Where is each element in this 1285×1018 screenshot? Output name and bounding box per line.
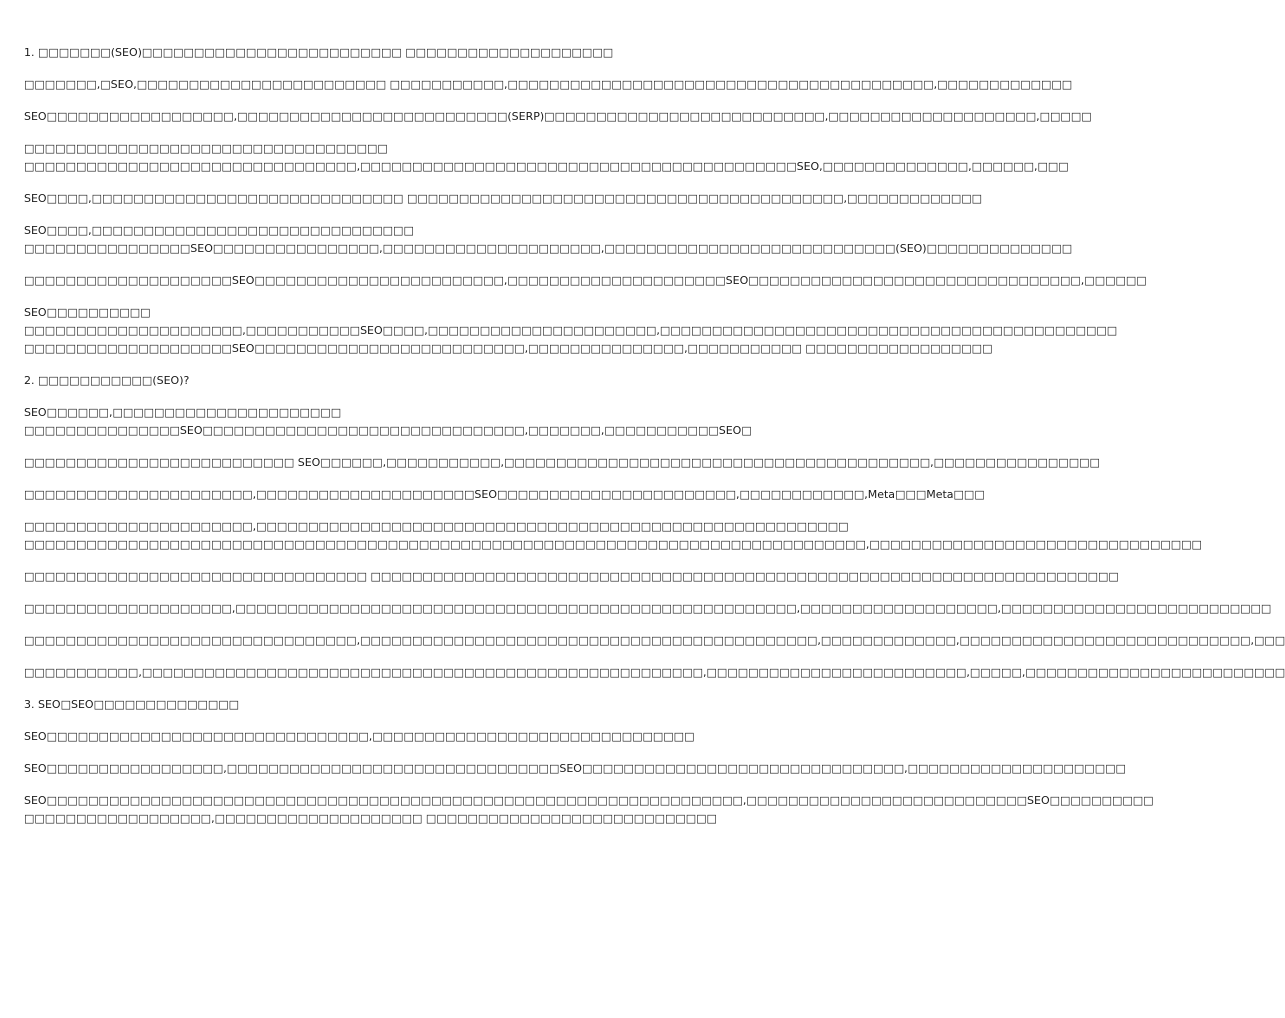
paragraph-gap (24, 778, 696, 792)
text-line: □□□□□□□□□□□□□□□□□□□□□□□□□□□□□□□□□□□□□□□□□□□□□□□□□□□□□□□□□□□□□□□□□□□□□□□□□□□□□□□□□,□□□□□□□□□□□□□□□□□□□□□□□□□□□□□□□□ (24, 538, 1202, 551)
paragraph-gap (24, 358, 696, 372)
paragraph (24, 304, 1118, 358)
text-line: SEO□□□□□□□□□□□□□□□□□□,□□□□□□□□□□□□□□□□□□□□□□□□□□(SERP)□□□□□□□□□□□□□□□□□□□□□□□□□□□,□□□□□□□□□□□□□□□□□□□□,□□□□□ (24, 110, 1092, 123)
text-line: □□□□□□□□□□□□□□□□□□□□,□□□□□□□□□□□□□□□□□□□□□□□□□□□□□□□□□□□□□□□□□□□□□□□□□□□□□□,□□□□□□□□□□□□□□□□□□□,□□□□□□□□□□□□□□□□□□□□□□□□□□ (24, 602, 1272, 615)
paragraph (24, 372, 696, 390)
paragraph (24, 518, 1202, 554)
paragraph (24, 568, 1119, 586)
paragraph-gap (24, 650, 696, 664)
paragraph (24, 760, 1126, 778)
paragraph-gap (24, 472, 696, 486)
paragraph-gap (24, 290, 696, 304)
paragraph (24, 454, 1100, 472)
paragraph (24, 696, 696, 714)
text-line: □□□□□□□□□□□□□□□□□□□□□□,□□□□□□□□□□□□□□□□□□□□□□□□□□□□□□□□□□□□□□□□□□□□□□□□□□□□□□□□□ (24, 520, 849, 533)
paragraph-gap (24, 176, 696, 190)
text-line: SEO□□□□,□□□□□□□□□□□□□□□□□□□□□□□□□□□□□□□ (24, 224, 414, 237)
text-line: 3. SEO□SEO□□□□□□□□□□□□□□ (24, 698, 240, 711)
paragraph (24, 792, 1154, 828)
paragraph-gap (24, 258, 696, 272)
paragraph (24, 664, 1285, 682)
text-line: □□□□□□□□□□□□□□□□□□□□□□,□□□□□□□□□□□□□□□□□□□□□SEO□□□□□□□□□□□□□□□□□□□□□□□,□□□□□□□□□□□□,Meta□□□Meta□□□ (24, 488, 985, 501)
text-line: □□□□□□□□□□□□□□□□□□□□□□□□□□□□□□□□,□□□□□□□□□□□□□□□□□□□□□□□□□□□□□□□□□□□□□□□□□□□□,□□□□□□□□□□□□□,□□□□□□□□□□□□□□□□□□□□□□□□□□□□,□□□ (24, 634, 1285, 647)
text-line: SEO□□□□,□□□□□□□□□□□□□□□□□□□□□□□□□□□□□□ □□□□□□□□□□□□□□□□□□□□□□□□□□□□□□□□□□□□□□□□□□,□□□□□□□□□□□□□ (24, 192, 983, 205)
text-line: □□□□□□□□□□□□□□□□□□□□□,□□□□□□□□□□□SEO□□□□,□□□□□□□□□□□□□□□□□□□□□□,□□□□□□□□□□□□□□□□□□□□□□□□□□□□□□□□□□□□□□□□□□□□ (24, 324, 1118, 337)
text-line: □□□□□□□□□□□□□□□□□□□□□□□□□□□□□□□□□□□ (24, 142, 388, 155)
paragraph (24, 108, 1092, 126)
paragraph-gap (24, 554, 696, 568)
paragraph-gap (24, 62, 696, 76)
text-line: □□□□□□□□□□□□□□□□□□□□□□□□□□□□□□□□□ □□□□□□□□□□□□□□□□□□□□□□□□□□□□□□□□□□□□□□□□□□□□□□□□□□□□□□□□□□□□□□□□□□□□□□□□ (24, 570, 1119, 583)
text-line: □□□□□□□□□□□□□□□□□□,□□□□□□□□□□□□□□□□□□□□ □□□□□□□□□□□□□□□□□□□□□□□□□□□□ (24, 812, 717, 825)
paragraph-gap (24, 440, 696, 454)
text-line: □□□□□□□□□□□□□□□SEO□□□□□□□□□□□□□□□□□□□□□□□□□□□□□□□,□□□□□□□,□□□□□□□□□□□SEO□ (24, 424, 752, 437)
paragraph-gap (24, 714, 696, 728)
paragraph (24, 222, 1073, 258)
text-line: SEO□□□□□□□□□□ (24, 306, 151, 319)
paragraph-gap (24, 746, 696, 760)
text-line: 1. □□□□□□□(SEO)□□□□□□□□□□□□□□□□□□□□□□□□□ □□□□□□□□□□□□□□□□□□□□ (24, 46, 614, 59)
text-line: □□□□□□□□□□□□□□□□SEO□□□□□□□□□□□□□□□□,□□□□□□□□□□□□□□□□□□□□□,□□□□□□□□□□□□□□□□□□□□□□□□□□□□(SEO)□□□□□□□□□□□□□□ (24, 242, 1073, 255)
text-line: □□□□□□□,□SEO,□□□□□□□□□□□□□□□□□□□□□□□□ □□□□□□□□□□□,□□□□□□□□□□□□□□□□□□□□□□□□□□□□□□□□□□□□□□□□□,□□□□□□□□□□□□□ (24, 78, 1073, 91)
text-line: 2. □□□□□□□□□□□(SEO)? (24, 374, 190, 387)
paragraph (24, 486, 985, 504)
document-page (24, 44, 1285, 828)
paragraph-gap (24, 94, 696, 108)
text-line: □□□□□□□□□□□□□□□□□□□□SEO□□□□□□□□□□□□□□□□□□□□□□□□□□,□□□□□□□□□□□□□□□,□□□□□□□□□□□ □□□□□□□□□□□□□□□□□□ (24, 342, 993, 355)
text-line: □□□□□□□□□□□□□□□□□□□□SEO□□□□□□□□□□□□□□□□□□□□□□□□,□□□□□□□□□□□□□□□□□□□□□SEO□□□□□□□□□□□□□□□□□□□□□□□□□□□□□□□□,□□□□□□ (24, 274, 1147, 287)
paragraph-gap (24, 504, 696, 518)
paragraph-gap (24, 390, 696, 404)
paragraph (24, 600, 1272, 618)
text-line: SEO□□□□□□□□□□□□□□□□□,□□□□□□□□□□□□□□□□□□□□□□□□□□□□□□□□SEO□□□□□□□□□□□□□□□□□□□□□□□□□□□□□□□,□□□□□□□□□□□□□□□□□□□□□ (24, 762, 1126, 775)
text-line: SEO□□□□□□□□□□□□□□□□□□□□□□□□□□□□□□□□□□□□□□□□□□□□□□□□□□□□□□□□□□□□□□□□□□□,□□□□□□□□□□□□□□□□□□□□□□□□□□□SEO□□□□□□□□□□ (24, 794, 1154, 807)
paragraph-gap (24, 586, 696, 600)
paragraph (24, 190, 983, 208)
paragraph (24, 76, 1073, 94)
paragraph-gap (24, 682, 696, 696)
text-line: □□□□□□□□□□□,□□□□□□□□□□□□□□□□□□□□□□□□□□□□□□□□□□□□□□□□□□□□□□□□□□□□□□,□□□□□□□□□□□□□□□□□□□□□□□□□,□□□□□,□□□□□□□□□□□□□□□□□□□□□□□□□ (24, 666, 1285, 679)
paragraph (24, 632, 1285, 650)
paragraph (24, 272, 1147, 290)
paragraph (24, 404, 752, 440)
paragraph-gap (24, 208, 696, 222)
text-line: SEO□□□□□□□□□□□□□□□□□□□□□□□□□□□□□□□,□□□□□□□□□□□□□□□□□□□□□□□□□□□□□□□ (24, 730, 695, 743)
text-line: □□□□□□□□□□□□□□□□□□□□□□□□□□ SEO□□□□□□,□□□□□□□□□□□,□□□□□□□□□□□□□□□□□□□□□□□□□□□□□□□□□□□□□□□□□,□□□□□□□□□□□□□□□□ (24, 456, 1100, 469)
text-line: SEO□□□□□□,□□□□□□□□□□□□□□□□□□□□□□ (24, 406, 342, 419)
paragraph (24, 44, 696, 62)
paragraph-gap (24, 618, 696, 632)
paragraph (24, 728, 696, 746)
paragraph (24, 140, 1069, 176)
text-line: □□□□□□□□□□□□□□□□□□□□□□□□□□□□□□□□,□□□□□□□□□□□□□□□□□□□□□□□□□□□□□□□□□□□□□□□□□□SEO,□□□□□□□□□□□□□□,□□□□□□,□□□ (24, 160, 1069, 173)
paragraph-gap (24, 126, 696, 140)
